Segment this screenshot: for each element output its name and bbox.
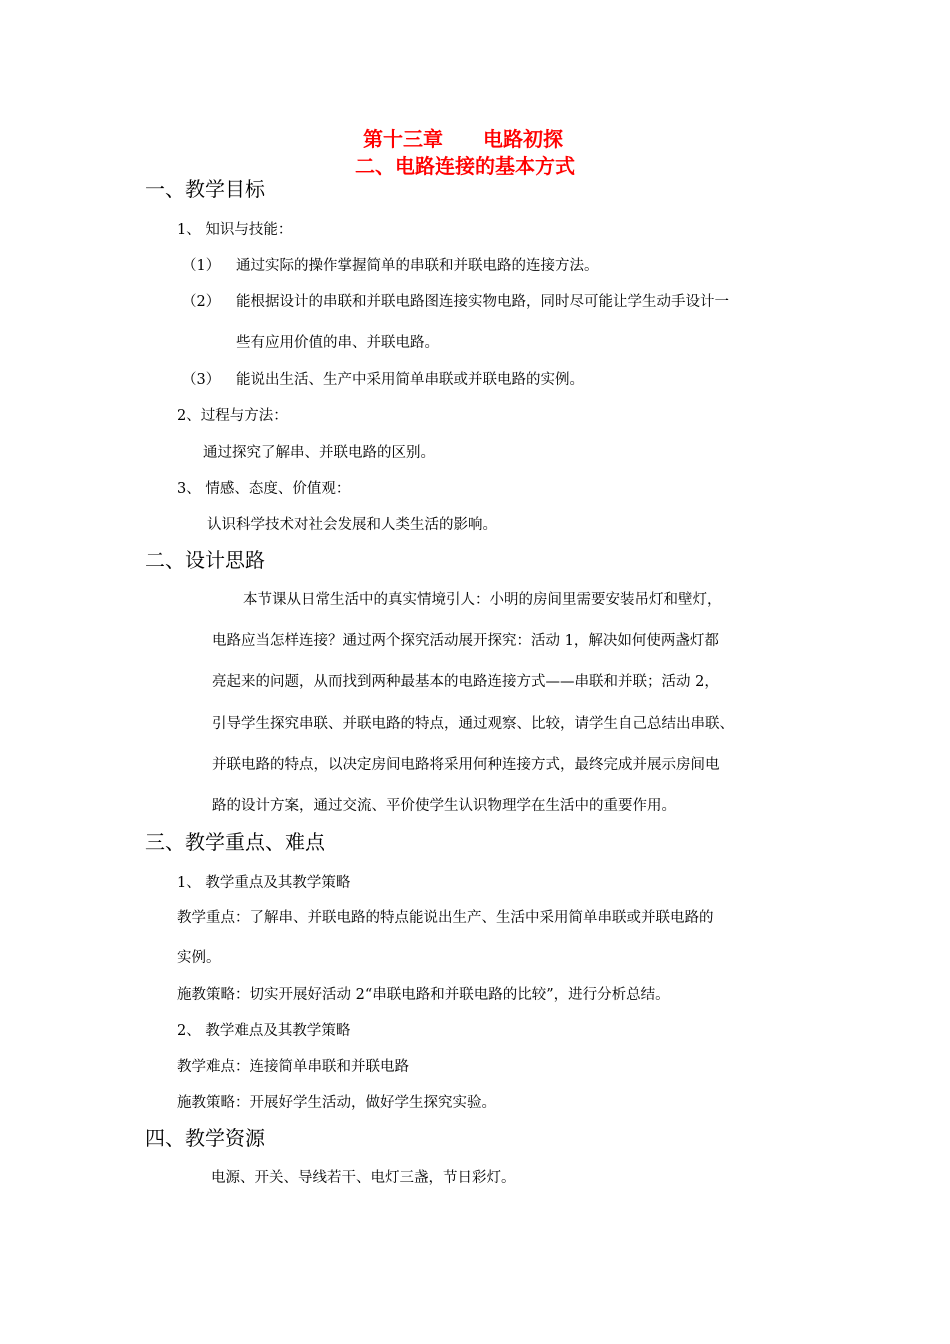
- design-line-3: 亮起来的问题，从而找到两种最基本的电路连接方式——串联和并联；活动 2，: [212, 674, 719, 690]
- item-1-text: 通过实际的操作掌握简单的串联和并联电路的连接方法。: [236, 258, 599, 274]
- lesson-title: 二、电路连接的基本方式: [355, 154, 575, 178]
- process-heading: 2、过程与方法：: [177, 408, 288, 424]
- item-2-continuation: 些有应用价值的串、并联电路。: [236, 335, 439, 351]
- process-text: 通过探究了解串、并联电路的区别。: [203, 445, 435, 461]
- item-2-text: 能根据设计的串联和并联电路图连接实物电路，同时尽可能让学生动手设计一: [236, 294, 729, 310]
- knowledge-heading: 1、 知识与技能：: [177, 222, 293, 238]
- item-3-number: （3）: [182, 372, 221, 388]
- item-1-number: （1）: [182, 258, 221, 274]
- section-heading-design: 二、设计思路: [145, 548, 265, 572]
- key-point-line-2: 实例。: [177, 950, 221, 966]
- design-line-4: 引导学生探究串联、并联电路的特点，通过观察、比较，请学生自己总结出串联、: [212, 716, 734, 732]
- resources-text: 电源、开关、导线若干、电灯三盏，节日彩灯。: [211, 1170, 516, 1186]
- chapter-title: 第十三章 电路初探: [363, 127, 563, 151]
- item-3-text: 能说出生活、生产中采用简单串联或并联电路的实例。: [236, 372, 584, 388]
- section-heading-resources: 四、教学资源: [145, 1126, 265, 1150]
- key-point-line-1: 教学重点：了解串、并联电路的特点能说出生产、生活中采用简单串联或并联电路的: [177, 910, 714, 926]
- item-2-number: （2）: [182, 294, 221, 310]
- key-strategy: 施教策略：切实开展好活动 2“串联电路和并联电路的比较”，进行分析总结。: [177, 987, 670, 1003]
- design-line-6: 路的设计方案，通过交流、平价使学生认识物理学在生活中的重要作用。: [212, 798, 676, 814]
- section-heading-key-points: 三、教学重点、难点: [145, 830, 325, 854]
- design-line-1: 本节课从日常生活中的真实情境引人：小明的房间里需要安装吊灯和壁灯，: [243, 592, 722, 608]
- difficulty-strategy: 施教策略：开展好学生活动，做好学生探究实验。: [177, 1095, 496, 1111]
- key-heading: 1、 教学重点及其教学策略: [177, 875, 351, 891]
- design-line-5: 并联电路的特点，以决定房间电路将采用何种连接方式，最终完成并展示房间电: [212, 757, 720, 773]
- emotion-text: 认识科学技术对社会发展和人类生活的影响。: [207, 517, 497, 533]
- difficulty-point: 教学难点：连接简单串联和并联电路: [177, 1059, 409, 1075]
- design-line-2: 电路应当怎样连接？通过两个探究活动展开探究：活动 1，解决如何使两盏灯都: [212, 633, 719, 649]
- difficulty-heading: 2、 教学难点及其教学策略: [177, 1023, 351, 1039]
- emotion-heading: 3、 情感、态度、价值观：: [177, 481, 351, 497]
- section-heading-objectives: 一、教学目标: [145, 177, 265, 201]
